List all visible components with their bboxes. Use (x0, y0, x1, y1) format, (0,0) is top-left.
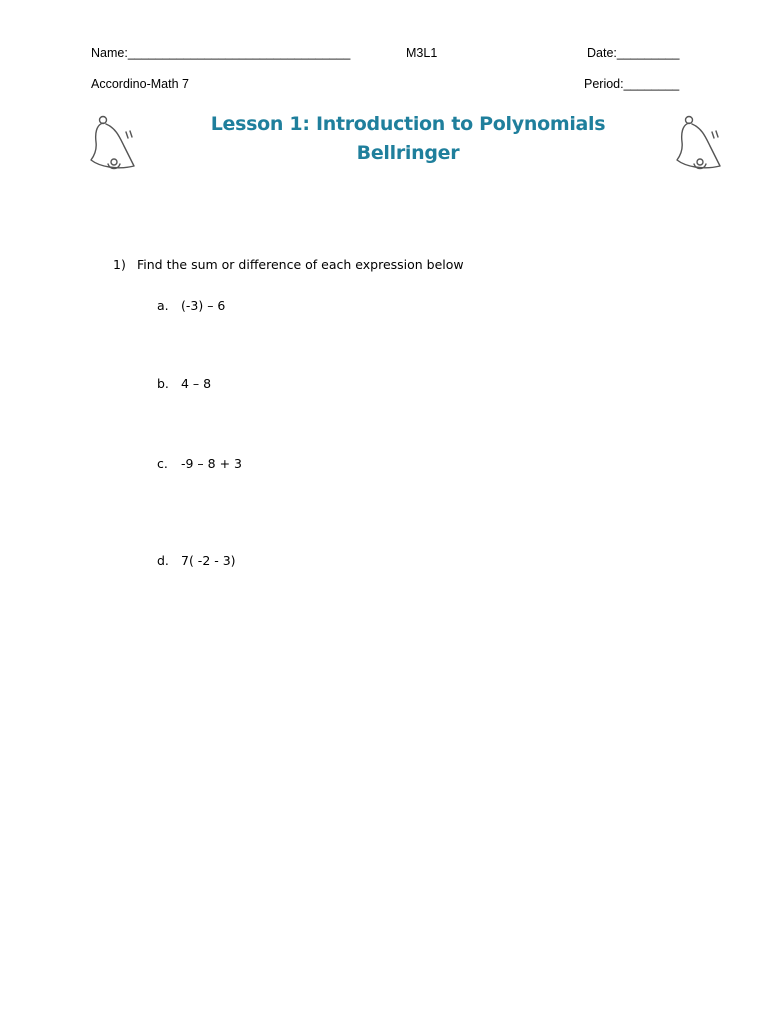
bell-icon (674, 112, 726, 178)
course-name: Accordino-Math 7 (91, 77, 189, 91)
item-d-letter: d. (157, 553, 169, 568)
question-number: 1) (113, 257, 126, 272)
item-a-expression: (-3) – 6 (181, 298, 226, 313)
item-a-letter: a. (157, 298, 169, 313)
item-c-expression: -9 – 8 + 3 (181, 456, 242, 471)
item-b-expression: 4 – 8 (181, 376, 212, 391)
lesson-subtitle: Bellringer (356, 142, 460, 164)
item-b-letter: b. (157, 376, 169, 391)
item-d-expression: 7( -2 - 3) (181, 553, 236, 568)
question-prompt: Find the sum or difference of each expression below (137, 257, 464, 272)
item-c-letter: c. (157, 456, 168, 471)
date-field-line: Date:_________ (587, 46, 680, 60)
lesson-code: M3L1 (406, 46, 438, 60)
lesson-title: Lesson 1: Introduction to Polynomials (210, 113, 606, 135)
name-field-line: Name:________________________________ (91, 46, 351, 60)
period-field-line: Period:________ (584, 77, 680, 91)
